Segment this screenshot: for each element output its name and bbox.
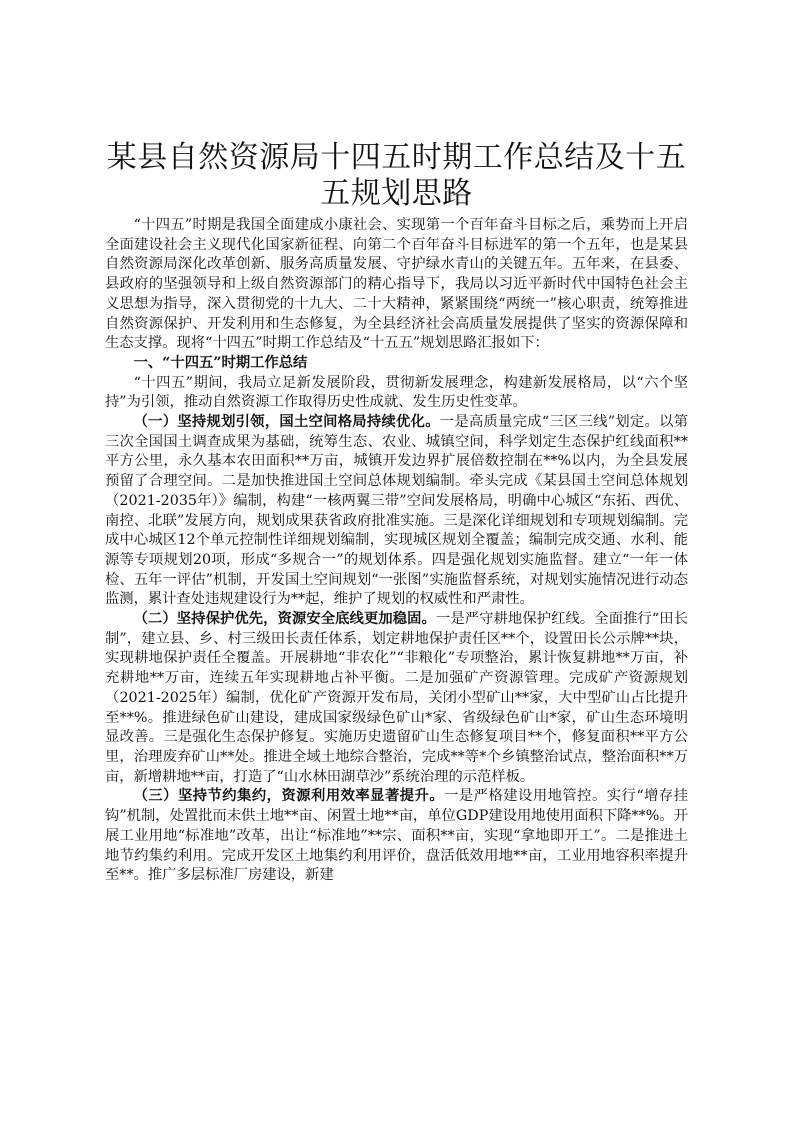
section1-heading: 一、“十四五”时期工作总结 — [133, 354, 308, 371]
item1-lead: （一）坚持规划引领，国土空间格局持续优化。 — [133, 414, 440, 431]
item2-lead: （二）坚持保护优先，资源安全底线更加稳固。 — [133, 611, 436, 628]
item3-lead: （三）坚持节约集约，资源利用效率显著提升。 — [133, 788, 445, 805]
document-body — [105, 216, 688, 886]
intro-paragraph: “十四五”时期是我国全面建成小康社会、实现第一个百年奋斗目标之后，乘势而上开启全面建设社会主义现代化国家新征程、向第二个百年奋斗目标进军的第一个五年，也是某县自然资源局深化改革创新、服务高质量发展、守护绿水青山的关键五年。五年来，在县委、县政府的坚强领导和上级自然资源部门的精心指导下，我局以习近平新时代中国特色社会主义思想为指导，深入贯彻党的十九大、二十大精神，紧紧围绕“两统一”核心职责，统筹推进自然资源保护、开发利用和生态修复，为全县经济社会高质量发展提供了坚实的资源保障和生态支撑。现将“十四五”时期工作总结及“十五五”规划思路汇报如下： — [105, 217, 688, 352]
item2-paragraph — [105, 610, 688, 787]
item1-paragraph — [105, 413, 688, 610]
item2-text: 一是严守耕地保护红线。全面推行“田长制”，建立县、乡、村三级田长责任体系，划定耕地保护责任区**个，设置田长公示牌**块，实现耕地保护责任全覆盖。开展耕地“非农化”“非粮化”专项整治，累计恢复耕地**万亩，补充耕地**万亩，连续五年实现耕地占补平衡。二是加强矿产资源管理。完成矿产资源规划（2021-2025年）编制，优化矿产资源开发布局，关闭小型矿山**家，大中型矿山占比提升至**%。推进绿色矿山建设，建成国家级绿色矿山*家、省级绿色矿山*家，矿山生态环境明显改善。三是强化生态保护修复。实施历史遗留矿山生态修复项目**个，修复面积**平方公里，治理废弃矿山**处。推进全域土地综合整治，完成**等*个乡镇整治试点，整治面积**万亩，新增耕地**亩，打造了“山水林田湖草沙”系统治理的示范样板。 — [105, 611, 688, 785]
item3-text: 一是严格建设用地管控。实行“增存挂钩”机制，处置批而未供土地**亩、闲置土地**亩，单位GDP建设用地使用面积下降**%。开展工业用地“标准地”改革，出让“标准地”**宗、面积**亩，实现“拿地即开工”。二是推进土地节约集约利用。完成开发区土地集约利用评价，盘活低效用地**亩，工业用地容积率提升至**。推广多层标准厂房建设，新建 — [105, 788, 688, 884]
item3-paragraph — [105, 787, 688, 886]
section1-intro-paragraph: “十四五”期间，我局立足新发展阶段，贯彻新发展理念，构建新发展格局，以“六个坚持”为引领，推动自然资源工作取得历史性成就、发生历史性变革。 — [105, 374, 688, 411]
item1-text: 一是高质量完成“三区三线”划定。以第三次全国国土调查成果为基础，统筹生态、农业、城镇空间，科学划定生态保护红线面积**平方公里，永久基本农田面积**万亩，城镇开发边界扩展倍数控制在**%以内，为全县发展预留了合理空间。二是加快推进国土空间总体规划编制。牵头完成《某县国土空间总体规划（2021-2035年）》编制，构建“一核两翼三带”空间发展格局，明确中心城区“东拓、西优、南控、北联”发展方向，规划成果获省政府批准实施。三是深化详细规划和专项规划编制。完成中心城区12个单元控制性详细规划编制，实现城区规划全覆盖；编制完成交通、水利、能源等专项规划20项，形成“多规合一”的规划体系。四是强化规划实施监督。建立“一年一体检、五年一评估”机制，开发国土空间规划“一张图”实施监督系统，对规划实施情况进行动态监测，累计查处违规建设行为**起，维护了规划的权威性和严肃性。 — [105, 414, 688, 608]
document-title: 某县自然资源局十四五时期工作总结及十五五规划思路 — [106, 140, 687, 211]
